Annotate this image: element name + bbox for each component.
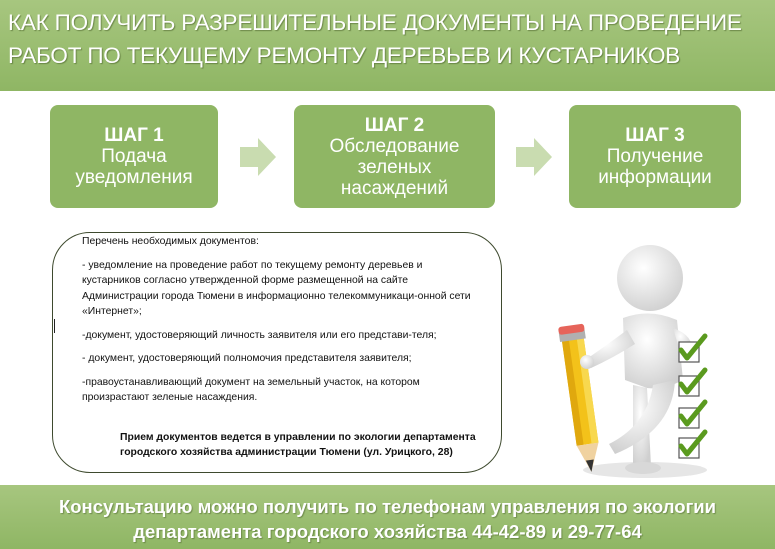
step-3-number: ШАГ 3 bbox=[625, 125, 685, 146]
consultation-line-1: Консультацию можно получить по телефонам управления по экологии bbox=[58, 496, 717, 517]
consultation-banner bbox=[0, 485, 775, 549]
title-line-1: КАК ПОЛУЧИТЬ РАЗРЕШИТЕЛЬНЫЕ ДОКУМЕНТЫ НА ПРОВЕДЕНИЕ bbox=[8, 10, 742, 35]
document-item: -документ, удостоверяющий личность заявителя или его представи-теля; bbox=[82, 329, 437, 341]
step-2-line-3: насаждений bbox=[340, 177, 449, 199]
arrow-right-icon bbox=[238, 137, 278, 177]
step-3-box bbox=[569, 105, 741, 208]
page-title bbox=[8, 6, 768, 72]
document-item: - уведомление на проведение работ по текущему ремонту деревьев и кустарников согласно утвержденной форме размещенной на сайте Администрации города Тюмени в информационно телекоммуникаци-онной сети «Интернет»; bbox=[82, 260, 471, 317]
header-banner bbox=[0, 0, 775, 91]
document-item: - документ, удостоверяющий полномочия представителя заявителя; bbox=[82, 353, 412, 365]
consultation-line-2: департамента городского хозяйства 44-42-89 и 29-77-64 bbox=[133, 521, 642, 542]
title-line-2: РАБОТ ПО ТЕКУЩЕМУ РЕМОНТУ ДЕРЕВЬЕВ И КУСТАРНИКОВ bbox=[8, 43, 681, 68]
step-1-number: ШАГ 1 bbox=[104, 125, 164, 146]
document-item: -правоустанавливающий документ на земельный участок, на котором произрастают зеленые насаждения. bbox=[82, 376, 420, 404]
documents-heading: Перечень необходимых документов: bbox=[82, 236, 259, 247]
step-3-line-2: информации bbox=[598, 167, 712, 188]
step-2-line-1: Обследование bbox=[329, 135, 460, 157]
step-1-line-1: Подача bbox=[101, 146, 167, 167]
documents-list bbox=[82, 234, 482, 414]
step-1-line-2: уведомления bbox=[75, 167, 193, 188]
footer-line-1: Прием документов ведется в управлении по экологии департамента bbox=[120, 432, 476, 443]
step-3-line-1: Получение bbox=[606, 146, 704, 167]
step-2-number: ШАГ 2 bbox=[364, 114, 425, 136]
step-1-box bbox=[50, 105, 218, 208]
person-with-pencil-illustration bbox=[555, 240, 720, 480]
documents-footer bbox=[120, 431, 490, 460]
step-2-box bbox=[294, 105, 495, 208]
arrow-right-icon bbox=[514, 137, 554, 177]
footer-line-2: городского хозяйства администрации Тюмени (ул. Урицкого, 28) bbox=[120, 446, 453, 458]
step-2-line-2: зеленых bbox=[357, 156, 432, 178]
consultation-text bbox=[0, 494, 775, 544]
text-cursor bbox=[54, 319, 55, 333]
